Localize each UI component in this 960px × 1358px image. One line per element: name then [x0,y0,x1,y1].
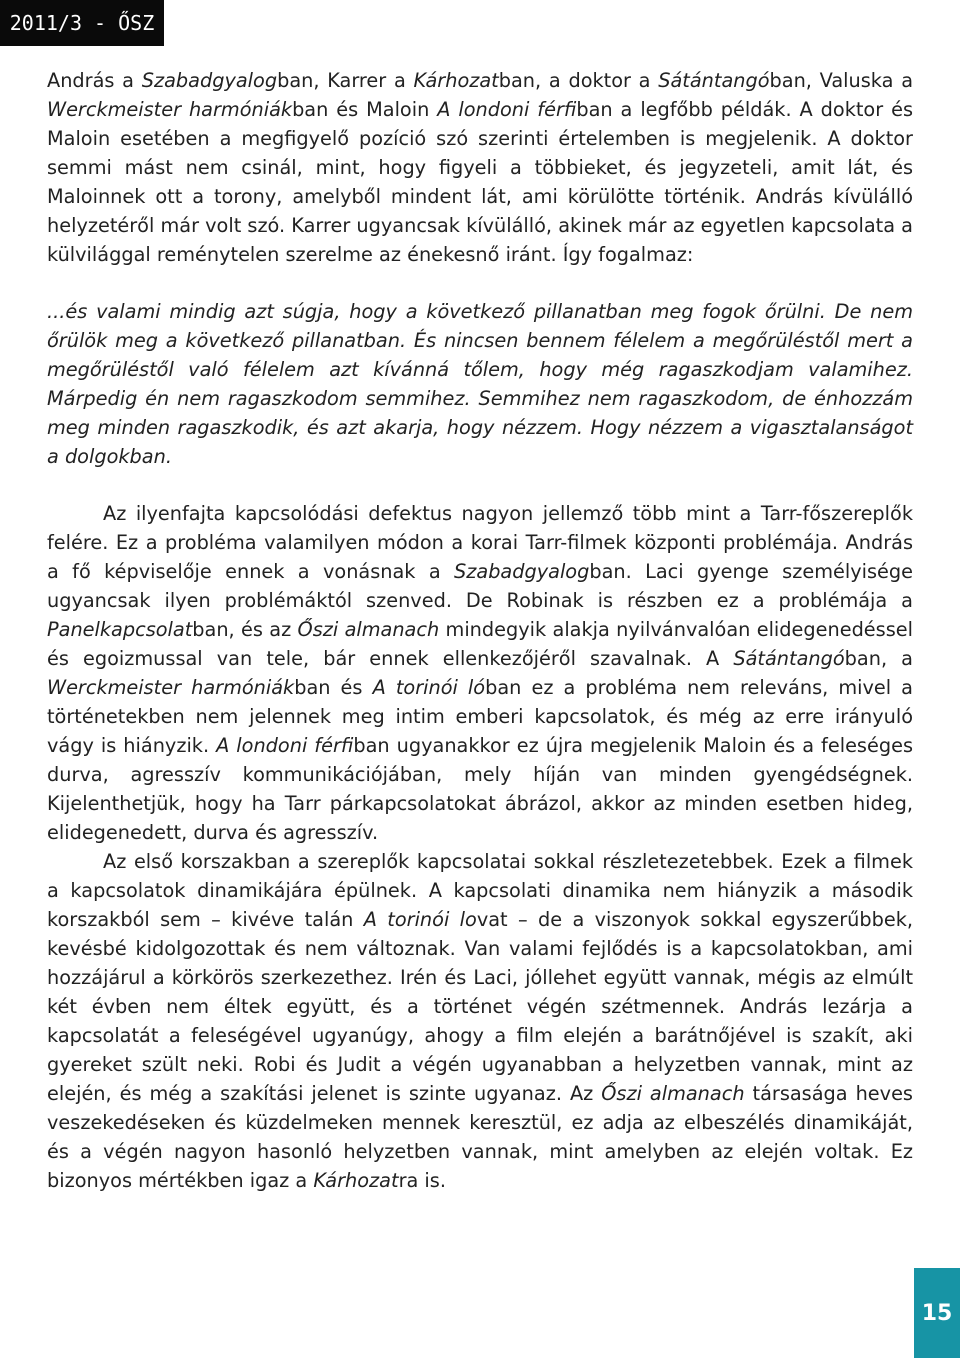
italic-title-segment: Szabadgyalog [454,560,590,583]
text-segment: ban, Karrer a [277,69,414,92]
italic-title-segment: Őszi almanach [601,1082,745,1105]
text-segment: ra is. [398,1169,446,1192]
text-segment: ban, a doktor a [498,69,659,92]
text-segment: ban, a [844,647,913,670]
article-body [47,66,913,1195]
italic-title-segment: A torinói lo [363,908,477,931]
text-segment: ban és Maloin [292,98,438,121]
text-segment: András a [47,69,142,92]
italic-title-segment: Szabadgyalog [141,69,278,92]
italic-title-segment: A londoni férfi [216,734,354,757]
text-segment: társasága heves veszekedéseken és küzdelmeken mennek keresztül, ez adja az elbeszélés dinamikáját, és a végén nagyon hasonló helyzetben vannak, mint amelyben az elején voltak. Ez bizonyos mértékben igaz a [47,1082,913,1192]
italic-title-segment: Kárhozat [413,69,499,92]
text-segment: ban, Valuska a [769,69,914,92]
text-segment: ban ugyanakkor ez újra megjelenik Maloin és a feleséges durva, agresszív kommunikációjában, mely híján van minden gyengédségnek. Kijelenthetjük, hogy ha Tarr párkapcsolatokat ábrázol, akkor az minden esetben hideg, elidegenedett, durva és agresszív. [47,734,913,844]
quote-paragraph [47,297,913,471]
page-number: 15 [914,1268,960,1358]
text-segment: mindegyik alakja nyilvánvalóan elidegenedéssel és egoizmussal van tele, bár ennek ellenkezőjéről szavalnak. A [47,618,913,670]
italic-title-segment: Őszi almanach [297,618,440,641]
text-segment: Az első korszakban a szereplők kapcsolatai sokkal részletezetebbek. Ezek a filmek a kapcsolatok dinamikájára épülnek. A kapcsolati dinamika nem hiányzik a második korszakból sem – kivéve talán [47,850,913,931]
italic-title-segment: Kárhozat [313,1169,399,1192]
text-segment: ban ez a probléma nem releváns, mivel a történetekben nem jelennek meg intim emberi kapcsolatok, és még az erre irányuló vágy is hiányzik. [47,676,913,757]
italic-title-segment: A torinói ló [372,676,486,699]
italic-title-segment: Werckmeister harmóniák [47,676,295,699]
text-segment: vat – de a viszonyok sokkal egyszerűbbek, kevésbé kidolgozottak és nem változnak. Van valami fejlődés is a kapcsolatokban, ami hozzájárul a körkörös szerkezethez. Irén és Laci, jóllehet együtt vannak, mégis az elmúlt két évben nem éltek együtt, és a történet végén szétmennek. András lezárja a kapcsolatát a feleségével ugyanúgy, ahogy a film elején a barátnőjével is szakít, aki gyereket szült neki. Robi és Judit a végén ugyanabban a helyzetben vannak, mint az elején, és még a szakítási jelenet is szinte ugyanaz. Az [47,908,913,1105]
italic-title-segment: Sátántangó [733,647,845,670]
italic-title-segment: A londoni férfi [437,98,577,121]
italic-title-segment: ...és valami mindig azt súgja, hogy a következő pillanatban meg fogok őrülni. De nem őrülök meg a következő pillanatban. És nincsen bennem félelem a megőrüléstől mert a megőrüléstől való félelem azt kívánná tőlem, hogy még ragaszkodjam valamihez. Márpedig én nem ragaszkodom semmihez. Semmihez nem ragaszkodom, de énhozzám meg minden ragaszkodik, és azt akarja, hogy nézzem. Hogy nézzem a vigasztalanságot a dolgokban. [47,300,913,468]
text-segment: ban. Laci gyenge személyisége ugyancsak ilyen problémáktól szenved. De Robinak is részben ez a problémája a [47,560,913,612]
text-segment: Az ilyenfajta kapcsolódási defektus nagyon jellemző több mint a Tarr-főszereplők felére. Ez a probléma valamilyen módon a korai Tarr-filmek központi problémája. András a fő képviselője ennek a vonásnak a [47,502,913,583]
text-segment: ban és [294,676,373,699]
paragraph-2 [47,499,913,847]
text-segment: ban a legfőbb példák. A doktor és Maloin esetében a megfigyelő pozíció szó szerinti értelemben is megjelenik. A doktor semmi mást nem csinál, mint, hogy figyeli a többieket, és jegyzeteli, amit lát, és Maloinnek ott a torony, amelyből mindent lát, ami körülötte történik. András kívülálló helyzetéről már volt szó. Karrer ugyancsak kívülálló, akinek már az egyetlen kapcsolata a külvilággal reménytelen szerelme az énekesnő iránt. Így fogalmaz: [47,98,913,266]
italic-title-segment: Werckmeister harmóniák [47,98,293,121]
paragraph-1 [47,66,913,269]
paragraph-3 [47,847,913,1195]
italic-title-segment: Sátántangó [658,69,770,92]
issue-label: 2011/3 - ŐSZ [0,0,164,46]
text-segment: ban, és az [192,618,298,641]
italic-title-segment: Panelkapcsolat [47,618,193,641]
